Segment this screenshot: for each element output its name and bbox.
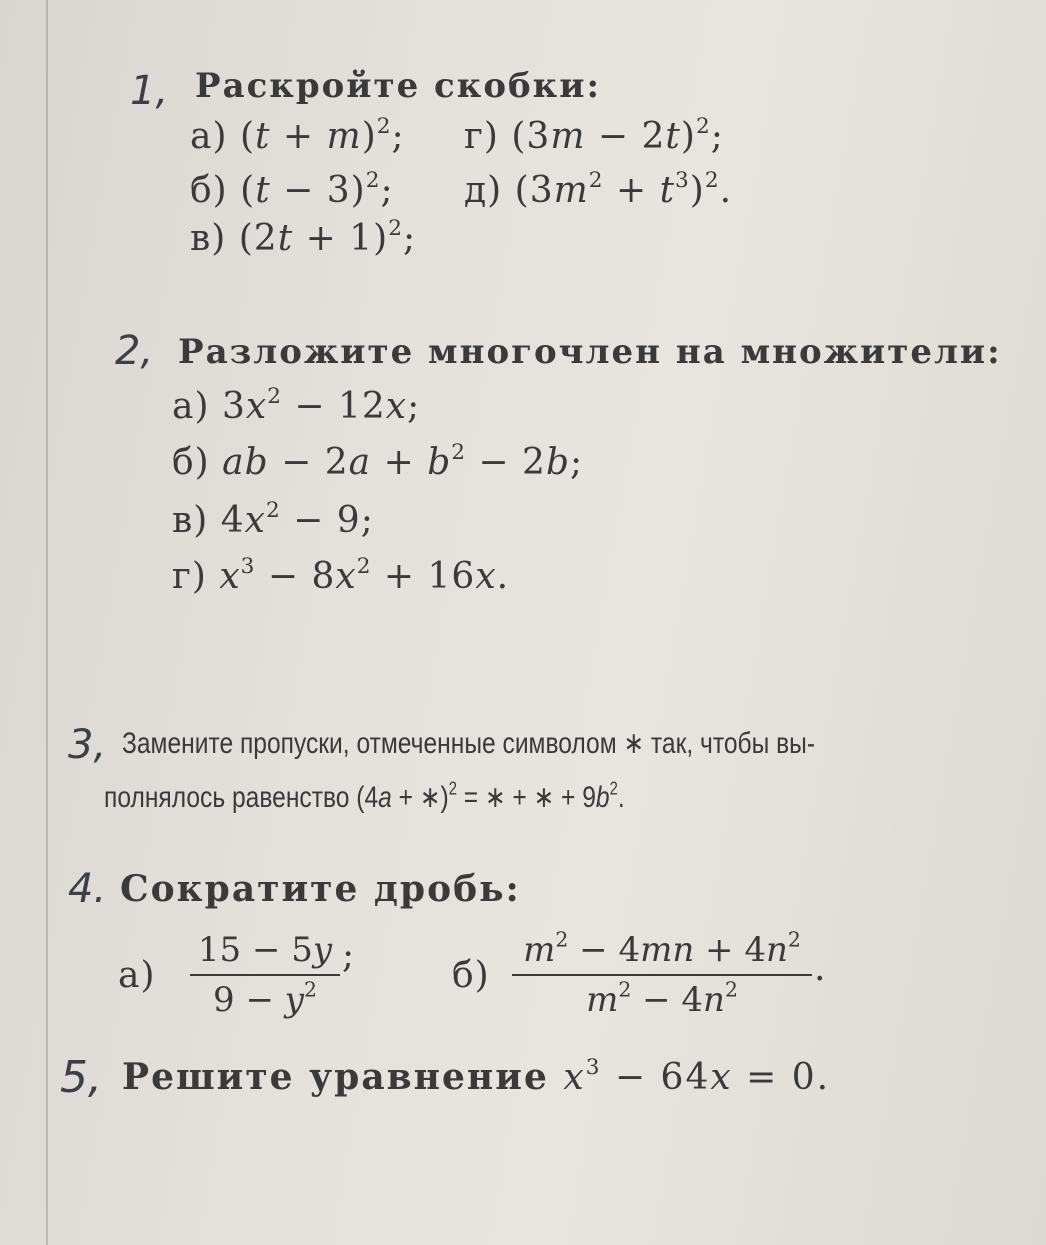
task-3-line2: полнялось равенство (4a + ∗)$^2$ = ∗ + ∗ + $9b^2$. [104, 778, 625, 814]
task-1g: г) $(3m - 2t)^2$; [464, 113, 724, 157]
task-2b: б) ab − $2a + b^2 - 2b$; [172, 439, 584, 483]
page-fold [46, 0, 48, 1245]
task-4a-numerator: 15 − 5y [197, 930, 333, 970]
task-4a-label: а) [118, 955, 156, 996]
task-3-line1: Замените пропуски, отмеченные символом ∗ так, чтобы вы- [122, 727, 816, 760]
task-4b-fraction [512, 927, 812, 1020]
fraction-bar [190, 974, 340, 976]
task-4a-fraction [190, 930, 340, 1020]
task-3-number: 3, [68, 722, 107, 768]
task-1d: д) $(3m^2 + t^3)^2$. [464, 167, 733, 211]
task-4b-denominator: $m^2 - 4n^2$ [586, 977, 738, 1020]
task-1v: в) $(2t + 1)^2$; [190, 215, 417, 259]
task-5-number: 5, [60, 1052, 102, 1103]
task-1a: а) $(t + m)^2$; [190, 113, 405, 157]
task-4a-denominator: $9 - y^2$ [213, 977, 317, 1020]
task-1b: б) $(t - 3)^2$; [190, 167, 394, 211]
task-1-title: Раскройте скобки: [195, 66, 601, 106]
task-1-number: 1, [130, 68, 169, 114]
task-2a: а) $3x^2 - 12x$; [172, 383, 421, 427]
task-2-number: 2, [115, 328, 154, 374]
task-4b-period: . [814, 948, 827, 989]
task-2g: г) $x^3 - 8x^2 + 16x$. [172, 553, 510, 597]
task-4b-label: б) [452, 955, 490, 996]
task-4b-numerator: $m^2 - 4mn + 4n^2$ [523, 927, 801, 970]
task-4-title: Сократите дробь: [120, 868, 521, 910]
fraction-bar [512, 974, 812, 976]
task-5-title: Решите уравнение $x^3 - 64x = 0$. [122, 1054, 831, 1098]
task-4-number: 4. [68, 866, 107, 912]
task-4a-semicolon: ; [342, 935, 356, 976]
task-2v: в) $4x^2 - 9$; [172, 497, 374, 541]
task-2-title: Разложите многочлен на множители: [178, 332, 1002, 372]
